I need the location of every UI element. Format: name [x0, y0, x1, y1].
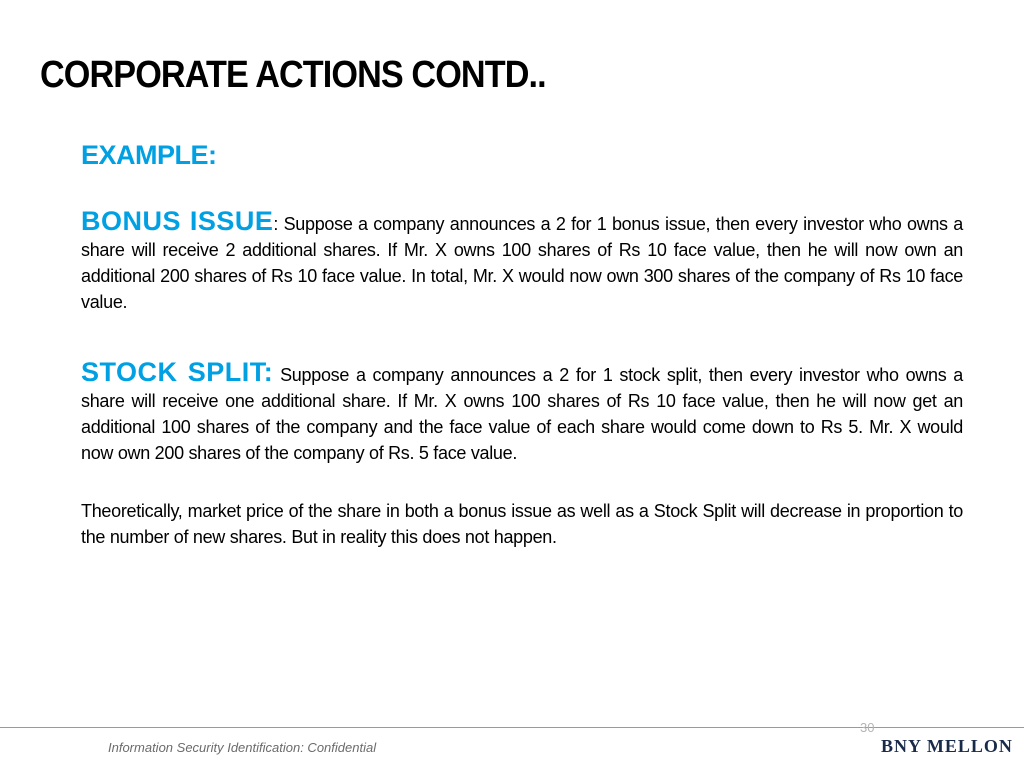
- bonus-issue-term: BONUS ISSUE: [81, 206, 274, 236]
- stock-split-text: Suppose a company announces a 2 for 1 stock split, then every investor who owns a share will receive one additional share. If Mr. X owns 100 shares of Rs 10 face value, then he will now get an additional 100 shares of the company and the face value of each share would come down to Rs 5. Mr. X would now own 200 shares of the company of Rs. 5 face value.: [81, 365, 963, 463]
- bonus-issue-paragraph: [81, 208, 963, 315]
- example-heading: EXAMPLE:: [81, 140, 217, 170]
- theory-paragraph: Theoretically, market price of the share in both a bonus issue as well as a Stock Split will decrease in proportion to the number of new shares. But in reality this does not happen.: [81, 501, 963, 547]
- slide-content: [81, 136, 963, 550]
- slide-title: CORPORATE ACTIONS CONTD..: [40, 54, 546, 96]
- page-number: 30: [860, 720, 875, 735]
- stock-split-term: STOCK SPLIT:: [81, 357, 274, 387]
- bonus-issue-text: : Suppose a company announces a 2 for 1 bonus issue, then every investor who owns a share will receive 2 additional shares. If Mr. X owns 100 shares of Rs 10 face value, then he will now own an additional 200 shares of Rs 10 face value. In total, Mr. X would now own 300 shares of the company of Rs 10 face value.: [81, 214, 963, 312]
- stock-split-paragraph: [81, 359, 963, 466]
- classification-note: Information Security Identification: Confidential: [108, 740, 377, 755]
- bny-mellon-logo: BNY MELLON: [881, 736, 1013, 756]
